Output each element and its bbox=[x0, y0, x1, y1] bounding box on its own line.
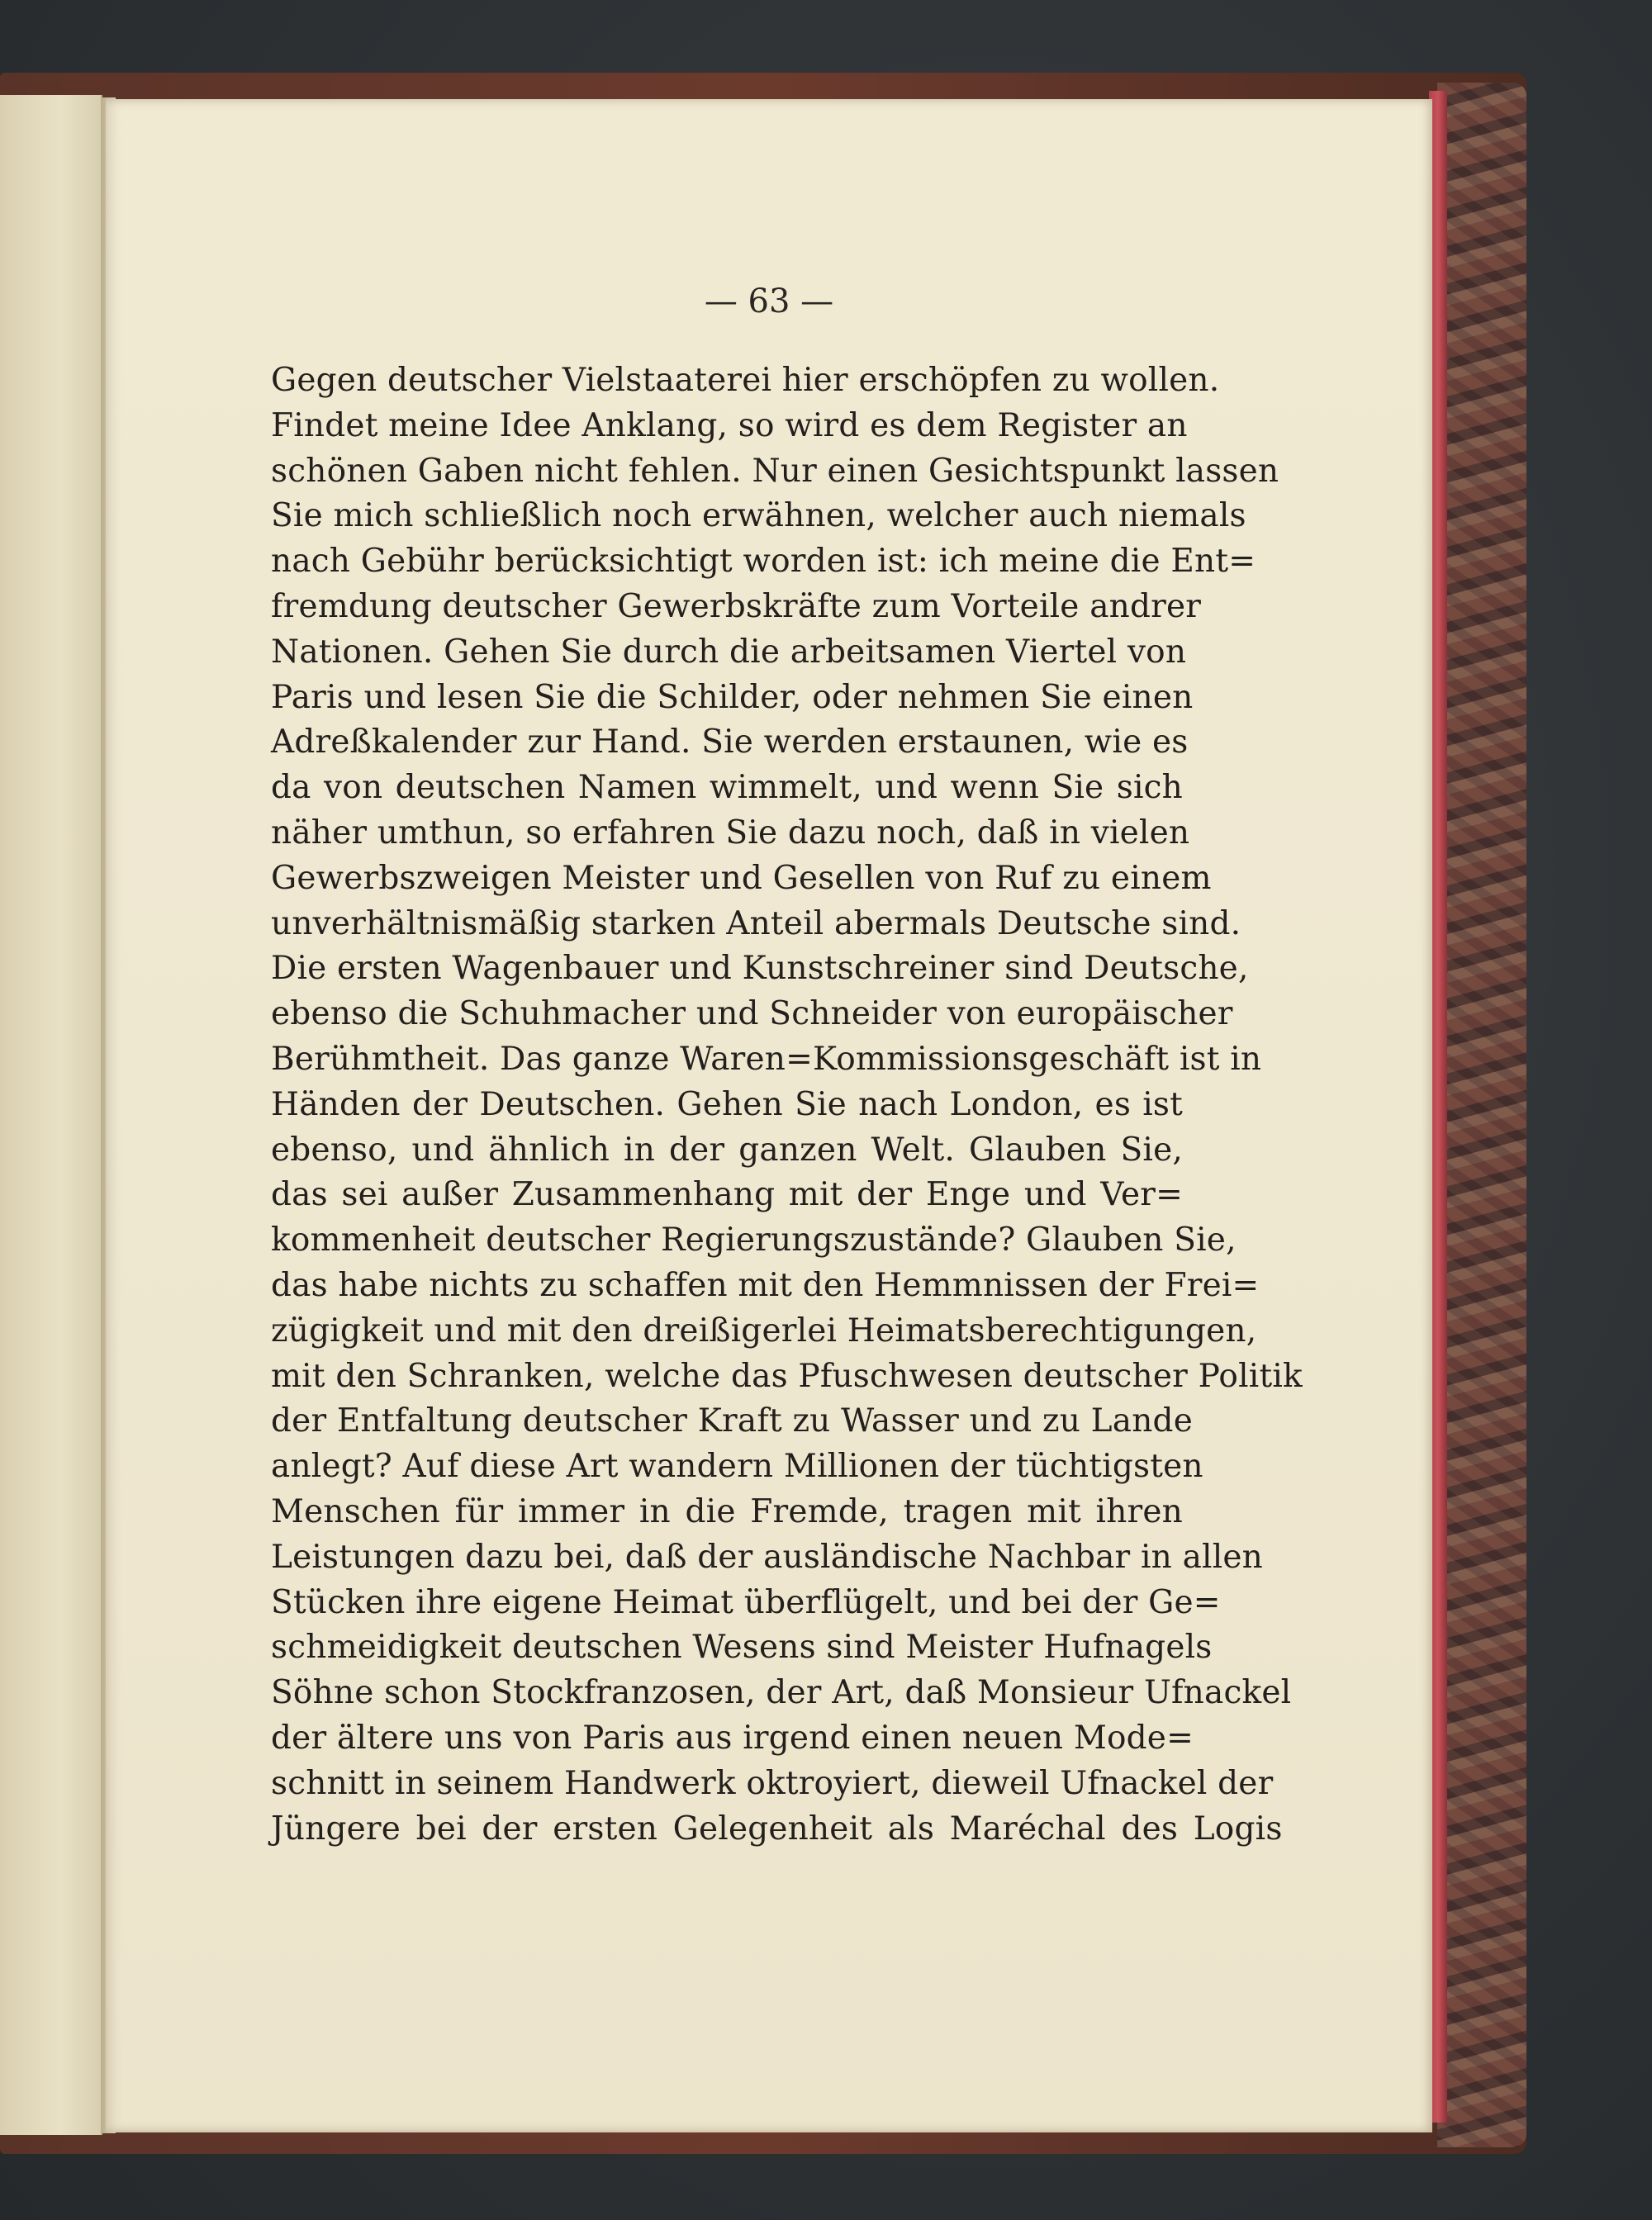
text-line: Die ersten Wagenbauer und Kunstschreiner sind Deutsche, bbox=[271, 950, 1249, 988]
text-line: Berühmtheit. Das ganze Waren=Kommissionsgeschäft ist in bbox=[271, 1040, 1262, 1078]
text-line: näher umthun, so erfahren Sie dazu noch, daß in vielen bbox=[271, 814, 1190, 851]
text-line: anlegt? Auf diese Art wandern Millionen der tüchtigsten bbox=[271, 1448, 1203, 1486]
text-line: Söhne schon Stockfranzosen, der Art, daß Monsieur Ufnackel bbox=[271, 1674, 1292, 1712]
left-page-sliver bbox=[0, 95, 102, 2135]
text-line: Gewerbszweigen Meister und Gesellen von Ruf zu einem bbox=[271, 859, 1212, 897]
text-line: Jüngere bei der ersten Gelegenheit als Maréchal des Logis bbox=[271, 1810, 1283, 1848]
text-line: Adreßkalender zur Hand. Sie werden erstaunen, wie es bbox=[271, 723, 1189, 761]
text-line: der Entfaltung deutscher Kraft zu Wasser und zu Lande bbox=[271, 1402, 1193, 1440]
text-line: Sie mich schließlich noch erwähnen, welcher auch niemals bbox=[271, 497, 1246, 535]
text-line: Stücken ihre eigene Heimat überflügelt, und bei der Ge= bbox=[271, 1583, 1221, 1621]
text-line: Gegen deutscher Vielstaaterei hier erschöpfen zu wollen. bbox=[271, 362, 1220, 399]
text-line: Nationen. Gehen Sie durch die arbeitsamen Viertel von bbox=[271, 633, 1187, 671]
marbled-book-edge bbox=[1437, 83, 1526, 2147]
text-line: das sei außer Zusammenhang mit der Enge und Ver= bbox=[271, 1176, 1183, 1214]
text-line: schmeidigkeit deutschen Wesens sind Meister Hufnagels bbox=[271, 1629, 1213, 1667]
text-line: unverhältnismäßig starken Anteil abermals Deutsche sind. bbox=[271, 904, 1241, 942]
text-line: schönen Gaben nicht fehlen. Nur einen Gesichtspunkt lassen bbox=[271, 452, 1279, 490]
text-line: Menschen für immer in die Fremde, tragen mit ihren bbox=[271, 1492, 1183, 1530]
text-line: kommenheit deutscher Regierungszustände? Glauben Sie, bbox=[271, 1221, 1237, 1259]
text-line: mit den Schranken, welche das Pfuschwesen deutscher Politik bbox=[271, 1357, 1303, 1395]
page-number: — 63 — bbox=[704, 282, 834, 320]
text-line: zügigkeit und mit den dreißigerlei Heimatsberechtigungen, bbox=[271, 1312, 1257, 1350]
text-line: der ältere uns von Paris aus irgend einen neuen Mode= bbox=[271, 1719, 1194, 1757]
text-line: da von deutschen Namen wimmelt, und wenn Sie sich bbox=[271, 769, 1183, 807]
text-line: ebenso die Schuhmacher und Schneider von europäischer bbox=[271, 995, 1233, 1033]
text-line: Findet meine Idee Anklang, so wird es dem Register an bbox=[271, 406, 1188, 444]
text-line: das habe nichts zu schaffen mit den Hemmnissen der Frei= bbox=[271, 1266, 1260, 1304]
text-line: schnitt in seinem Handwerk oktroyiert, dieweil Ufnackel der bbox=[271, 1764, 1274, 1802]
text-line: Leistungen dazu bei, daß der ausländische Nachbar in allen bbox=[271, 1538, 1263, 1576]
text-line: ebenso, und ähnlich in der ganzen Welt. Glauben Sie, bbox=[271, 1131, 1183, 1169]
body-text bbox=[271, 358, 1303, 1852]
text-line: nach Gebühr berücksichtigt worden ist: ich meine die Ent= bbox=[271, 543, 1256, 581]
text-line: Händen der Deutschen. Gehen Sie nach London, es ist bbox=[271, 1085, 1183, 1123]
text-line: Paris und lesen Sie die Schilder, oder nehmen Sie einen bbox=[271, 678, 1194, 716]
text-line: fremdung deutscher Gewerbskräfte zum Vorteile andrer bbox=[271, 587, 1202, 625]
